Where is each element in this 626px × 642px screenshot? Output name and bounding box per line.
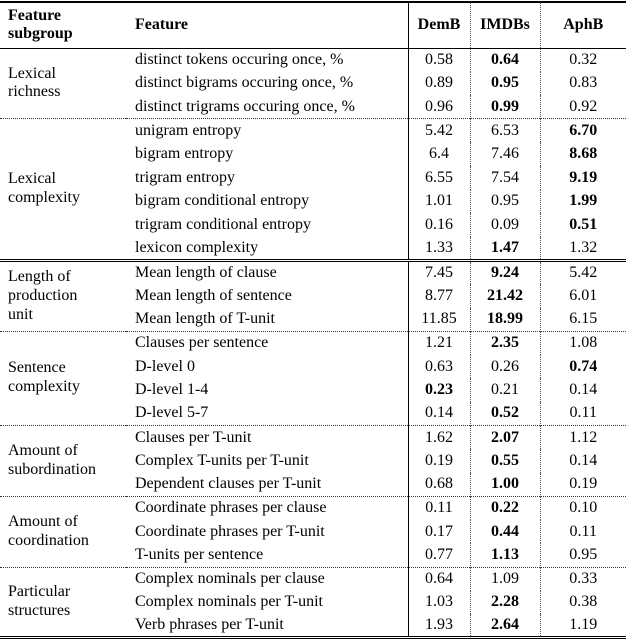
header-feature: Feature	[126, 2, 408, 48]
header-row	[0, 2, 626, 48]
value-imdbs: 2.07	[470, 426, 540, 450]
value-demb: 7.45	[408, 260, 470, 284]
feature-label: Mean length of T-unit	[126, 308, 408, 332]
header-demb: DemB	[408, 2, 470, 48]
value-imdbs: 6.53	[470, 119, 540, 143]
value-aphb: 0.92	[569, 97, 598, 115]
value-imdbs: 1.00	[470, 473, 540, 497]
value-imdbs: 0.95	[470, 72, 540, 96]
value-demb: 0.64	[408, 567, 470, 591]
value-aphb: 6.01	[569, 286, 598, 304]
value-imdbs: 7.54	[470, 166, 540, 190]
subgroup-label: Lexical richness	[8, 64, 61, 101]
table-row	[0, 496, 626, 520]
value-demb: 0.58	[408, 48, 470, 72]
features-table	[0, 1, 626, 639]
feature-label: D-level 1-4	[126, 378, 408, 402]
value-aphb: 8.68	[569, 145, 598, 163]
value-imdbs: 21.42	[470, 284, 540, 308]
header-imdbs: IMDBs	[470, 2, 540, 48]
value-aphb: 0.33	[540, 567, 626, 591]
value-imdbs: 0.44	[470, 520, 540, 544]
value-imdbs: 2.64	[470, 614, 540, 638]
table-row	[0, 48, 626, 72]
value-imdbs: 1.13	[470, 543, 540, 567]
value-demb: 11.85	[408, 308, 470, 332]
value-aphb: 0.14	[569, 451, 598, 469]
value-demb: 1.03	[408, 591, 470, 615]
table-row	[0, 260, 626, 284]
feature-label: Coordinate phrases per clause	[126, 496, 408, 520]
subgroup-label: Length of production unit	[0, 260, 126, 331]
table-row	[0, 119, 626, 143]
feature-label: distinct tokens occuring once, %	[126, 48, 408, 72]
feature-label: Dependent clauses per T-unit	[126, 473, 408, 497]
value-demb: 6.55	[408, 166, 470, 190]
value-imdbs: 18.99	[470, 308, 540, 332]
value-imdbs: 0.26	[470, 355, 540, 379]
value-aphb: 1.99	[569, 192, 598, 210]
value-imdbs: 2.28	[470, 591, 540, 615]
value-aphb: 9.19	[569, 168, 598, 186]
value-imdbs: 0.09	[470, 213, 540, 237]
value-demb: 0.11	[408, 496, 470, 520]
value-aphb: 0.19	[569, 475, 598, 493]
value-aphb: 1.12	[540, 426, 626, 450]
value-aphb: 1.08	[540, 331, 626, 355]
feature-label: unigram entropy	[126, 119, 408, 143]
subgroup-label: Sentence complexity	[0, 331, 126, 425]
table-row	[0, 331, 626, 355]
value-imdbs: 1.09	[470, 567, 540, 591]
value-demb: 0.96	[408, 95, 470, 119]
value-aphb: 5.42	[540, 260, 626, 284]
table-row	[0, 567, 626, 591]
value-aphb: 0.74	[569, 357, 598, 375]
value-imdbs: 1.47	[470, 237, 540, 261]
value-demb: 1.21	[408, 331, 470, 355]
value-demb: 0.19	[408, 449, 470, 473]
feature-label: T-units per sentence	[126, 543, 408, 567]
value-imdbs: 0.22	[470, 496, 540, 520]
table-body	[0, 48, 626, 638]
value-demb: 0.68	[408, 473, 470, 497]
value-imdbs: 9.24	[470, 260, 540, 284]
value-imdbs: 0.21	[470, 378, 540, 402]
value-imdbs: 0.64	[470, 48, 540, 72]
value-aphb: 0.14	[569, 381, 598, 399]
value-imdbs: 0.55	[470, 449, 540, 473]
feature-label: distinct trigrams occuring once, %	[126, 95, 408, 119]
value-aphb: 0.11	[569, 522, 597, 540]
feature-label: D-level 5-7	[126, 402, 408, 426]
feature-label: Clauses per T-unit	[126, 426, 408, 450]
value-aphb: 0.38	[569, 593, 598, 611]
value-aphb: 0.95	[569, 546, 598, 564]
value-aphb: 0.11	[569, 404, 597, 422]
value-imdbs: 2.35	[470, 331, 540, 355]
value-demb: 0.16	[408, 213, 470, 237]
value-demb: 1.62	[408, 426, 470, 450]
value-imdbs: 0.95	[470, 190, 540, 214]
feature-label: Complex nominals per clause	[126, 567, 408, 591]
value-demb: 0.63	[408, 355, 470, 379]
subgroup-label: Amount of subordination	[0, 426, 126, 497]
feature-label: Mean length of clause	[126, 260, 408, 284]
value-demb: 1.33	[408, 237, 470, 261]
value-demb: 0.17	[408, 520, 470, 544]
value-aphb: 6.15	[569, 310, 598, 328]
value-demb: 1.93	[408, 614, 470, 638]
value-demb: 0.89	[408, 72, 470, 96]
value-demb: 1.01	[408, 190, 470, 214]
header-aphb: AphB	[540, 2, 626, 48]
feature-label: Complex T-units per T-unit	[126, 449, 408, 473]
value-imdbs: 0.99	[470, 95, 540, 119]
feature-label: distinct bigrams occuring once, %	[126, 72, 408, 96]
value-demb: 0.14	[408, 402, 470, 426]
value-aphb: 0.51	[569, 215, 598, 233]
feature-label: bigram conditional entropy	[126, 190, 408, 214]
feature-label: trigram conditional entropy	[126, 213, 408, 237]
feature-label: bigram entropy	[126, 142, 408, 166]
value-demb: 6.4	[408, 142, 470, 166]
subgroup-label: Amount of coordination	[0, 496, 126, 567]
value-aphb: 1.19	[569, 616, 598, 634]
feature-label: D-level 0	[126, 355, 408, 379]
value-imdbs: 7.46	[470, 142, 540, 166]
value-aphb: 0.10	[540, 496, 626, 520]
subgroup-label: Particular structures	[0, 567, 126, 638]
value-aphb: 1.32	[569, 238, 598, 256]
value-imdbs: 0.52	[470, 402, 540, 426]
feature-label: Verb phrases per T-unit	[126, 614, 408, 638]
value-aphb: 0.83	[569, 74, 598, 92]
value-aphb: 0.32	[569, 51, 598, 69]
table-row	[0, 426, 626, 450]
value-aphb: 6.70	[540, 119, 626, 143]
feature-label: trigram entropy	[126, 166, 408, 190]
value-demb: 5.42	[408, 119, 470, 143]
feature-label: Clauses per sentence	[126, 331, 408, 355]
header-feature-subgroup: Feature subgroup	[0, 2, 126, 48]
value-demb: 8.77	[408, 284, 470, 308]
subgroup-label: Lexical complexity	[0, 119, 126, 261]
feature-label: Coordinate phrases per T-unit	[126, 520, 408, 544]
value-demb: 0.23	[408, 378, 470, 402]
feature-label: lexicon complexity	[126, 237, 408, 261]
value-demb: 0.77	[408, 543, 470, 567]
feature-label: Mean length of sentence	[126, 284, 408, 308]
feature-label: Complex nominals per T-unit	[126, 591, 408, 615]
